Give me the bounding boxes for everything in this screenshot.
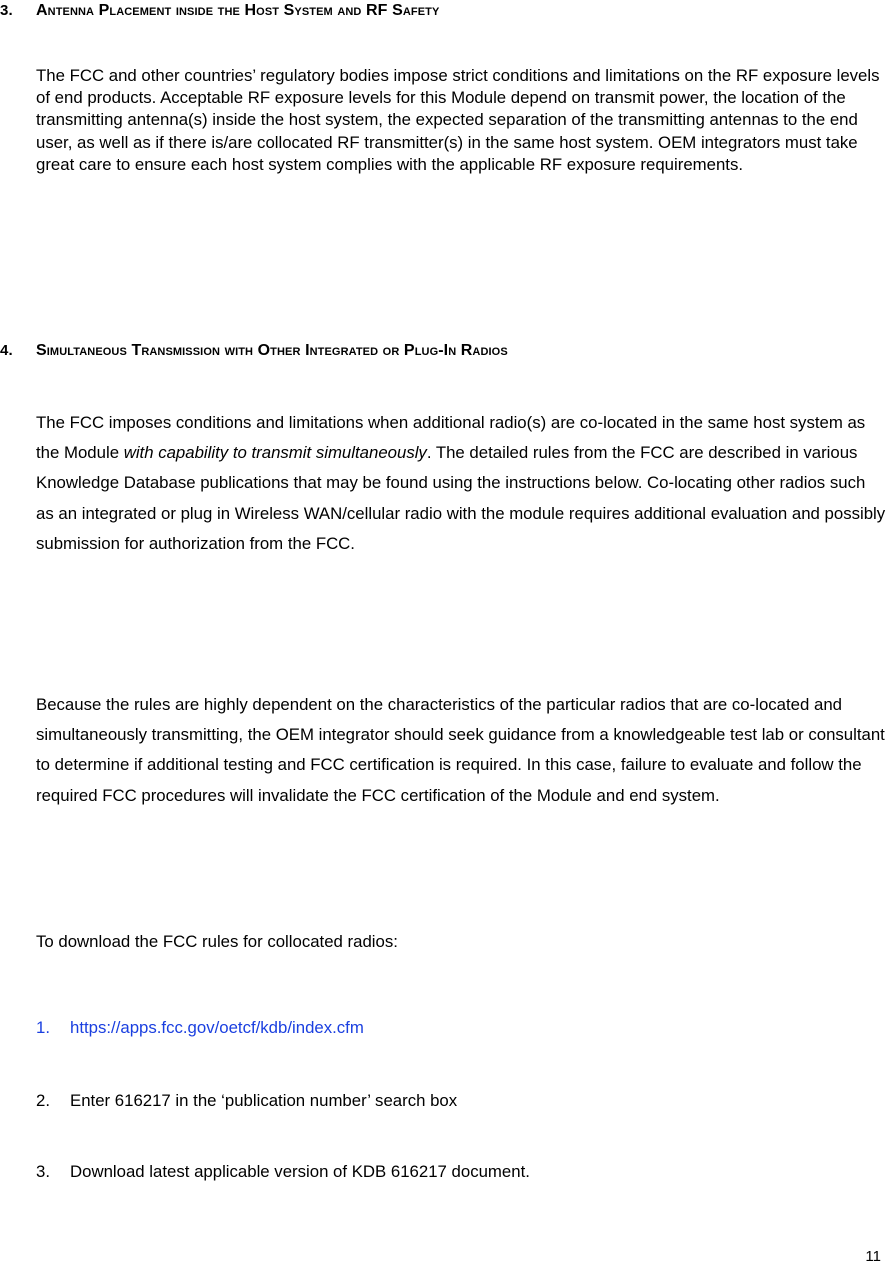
step-1-marker: 1. [36, 1018, 50, 1037]
section-4-title: Simultaneous Transmission with Other Integrated or Plug-In Radios [36, 342, 508, 359]
fcc-kdb-link[interactable]: https://apps.fcc.gov/oetcf/kdb/index.cfm [70, 1018, 364, 1037]
step-3 [36, 1162, 530, 1182]
paragraph-1-text-end: . The detailed rules from the FCC are described in various Knowledge Database publications that may be found using the instructions below. Co-locating other radios such as an integrated or plug in Wireless WAN/cellular radio with the module requires additional evaluation and possibly submission for authorization from the FCC. [36, 443, 886, 553]
paragraph-1-emphasis: with capability to transmit simultaneously [123, 443, 427, 463]
download-intro: To download the FCC rules for collocated radios: [36, 932, 398, 951]
page-number: 11 [865, 1248, 881, 1265]
step-1 [36, 1018, 364, 1038]
section-4-paragraph-1 [36, 408, 886, 559]
section-3-heading [0, 2, 439, 20]
section-4-heading [0, 342, 508, 360]
section-4-number: 4. [0, 342, 13, 359]
step-2 [36, 1091, 457, 1111]
section-3-title: Antenna Placement inside the Host System and RF Safety [36, 2, 440, 19]
section-3-body: The FCC and other countries’ regulatory bodies impose strict conditions and limitations on the RF exposure levels of end products. Acceptable RF exposure levels for this Module depend on transmit power, the location of the transmitting antenna(s) inside the host system, the expected separation of the transmitting antennas to the end user, as well as if there is/are collocated RF transmitter(s) in the same host system. OEM integrators must take great care to ensure each host system complies with the applicable RF exposure requirements. [36, 66, 880, 174]
paragraph-1-text-start: The FCC imposes conditions and limitations when additional radio(s) are co-located in the same host system as the Module [36, 413, 866, 463]
step-3-marker: 3. [36, 1162, 50, 1181]
section-3-number: 3. [0, 2, 13, 19]
step-2-marker: 2. [36, 1091, 50, 1110]
step-2-text: Enter 616217 in the ‘publication number’ search box [70, 1091, 458, 1110]
step-3-text: Download latest applicable version of KDB 616217 document. [70, 1162, 530, 1181]
section-4-paragraph-2: Because the rules are highly dependent on the characteristics of the particular radios that are co-located and simultaneously transmitting, the OEM integrator should seek guidance from a knowledgeable test lab or consultant to determine if additional testing and FCC certification is required. In this case, failure to evaluate and follow the required FCC procedures will invalidate the FCC certification of the Module and end system. [36, 695, 885, 805]
